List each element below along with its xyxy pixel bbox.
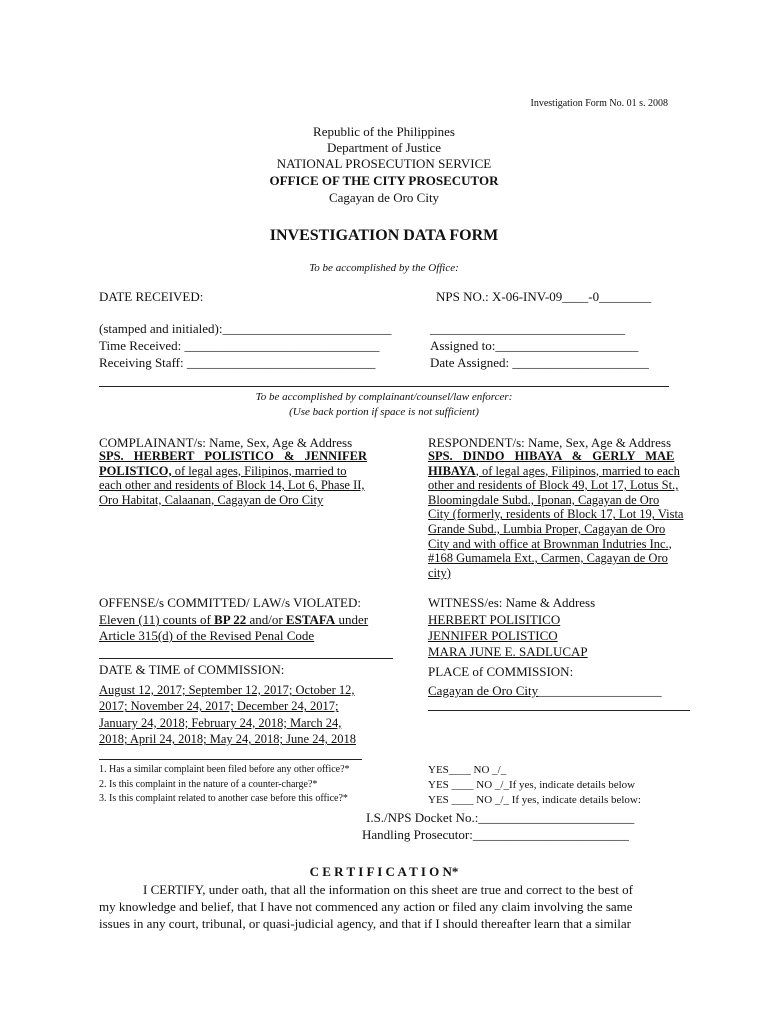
date-received-label: DATE RECEIVED: <box>99 289 204 304</box>
offense-fill-line <box>99 658 393 659</box>
complainant-address-line1: of legal ages, Filipinos, married to <box>171 463 347 478</box>
certification-line3: issues in any court, tribunal, or quasi-judicial agency, and that if I should thereafter learn that a similar <box>99 916 631 931</box>
respondent-address-line8: city) <box>428 565 451 580</box>
respondent-name-cont: HIBAYA <box>428 463 476 478</box>
offense-line2: Article 315(d) of the Revised Penal Code <box>99 628 315 643</box>
complainant-name-cont: POLISTICO, <box>99 463 172 478</box>
complainant-address-line3: Oro Habitat, Calaanan, Cagayan de Oro City <box>99 492 324 507</box>
question-3: 3. Is this complaint related to another case before this office?* <box>99 793 348 804</box>
blank-field[interactable]: ______________________________ <box>430 321 625 336</box>
respondent-name-line: SPS. DINDO HIBAYA & GERLY MAE <box>428 449 675 463</box>
office-note: To be accomplished by the Office: <box>309 262 459 274</box>
commission-place-heading: PLACE of COMMISSION: <box>428 664 574 679</box>
question-1: 1. Has a similar complaint been filed before any other office?* <box>99 764 350 775</box>
witness-1: HERBERT POLISITICO <box>428 612 561 627</box>
commission-date-line3: January 24, 2018; February 24, 2018; March 24, <box>99 715 342 730</box>
complainant-name-line: SPS. HERBERT POLISTICO & JENNIFER <box>99 449 368 463</box>
commission-dates <box>99 682 399 748</box>
respondent-address-line3: Bloomingdale Subd., Iponan, Cagayan de Oro <box>428 492 660 507</box>
witness-2: JENNIFER POLISTICO <box>428 628 558 643</box>
questions-separator <box>99 759 362 760</box>
date-assigned-field[interactable]: Date Assigned: _____________________ <box>430 355 649 370</box>
complainant-details <box>99 449 399 507</box>
answer-3[interactable]: YES ____ NO _/_ If yes, indicate details below: <box>428 794 641 806</box>
certification-title: C E R T I F I C A T I O N* <box>309 864 459 879</box>
complainant-note: To be accomplished by complainant/counsel/law enforcer: <box>255 391 513 403</box>
header-department: Department of Justice <box>326 140 442 155</box>
offense-text: under <box>335 612 369 627</box>
header-nps: NATIONAL PROSECUTION SERVICE <box>276 156 492 171</box>
respondent-address-line5: Grande Subd., Lumbia Proper, Cagayan de Oro <box>428 521 666 536</box>
offense-line1 <box>99 612 368 628</box>
commission-date-heading: DATE & TIME of COMMISSION: <box>99 662 285 677</box>
respondent-details <box>428 449 712 580</box>
offense-text: Eleven (11) counts of <box>99 612 215 627</box>
respondent-heading: RESPONDENT/s: Name, Sex, Age & Address <box>428 435 672 450</box>
form-title: INVESTIGATION DATA FORM <box>269 227 499 244</box>
header-republic: Republic of the Philippines <box>313 124 455 139</box>
offense-text: and/or <box>246 612 286 627</box>
handling-prosecutor-field[interactable]: Handling Prosecutor:________________________ <box>362 827 629 842</box>
witness-heading: WITNESS/es: Name & Address <box>428 595 596 610</box>
answer-1[interactable]: YES____ NO _/_ <box>428 764 507 776</box>
complainant-heading: COMPLAINANT/s: Name, Sex, Age & Address <box>99 435 353 450</box>
witness-3: MARA JUNE E. SADLUCAP <box>428 644 588 659</box>
time-received-field[interactable]: Time Received: ______________________________ <box>99 338 380 353</box>
respondent-address-line4: City (formerly, residents of Block 17, Lot 19, Vista <box>428 507 684 522</box>
commission-date-line1: August 12, 2017; September 12, 2017; October 12, <box>99 683 355 697</box>
commission-date-line2: 2017; November 24, 2017; December 24, 2017; <box>99 699 339 714</box>
complainant-address-line2: each other and residents of Block 14, Lot 6, Phase II, <box>99 478 365 493</box>
respondent-address-line6: City and with office at Brownman Indutries Inc., <box>428 536 672 551</box>
question-2: 2. Is this complaint in the nature of a counter-charge?* <box>99 779 318 790</box>
nps-number-field[interactable]: NPS NO.: X-06-INV-09____-0________ <box>436 289 652 304</box>
commission-place-field[interactable] <box>428 683 662 699</box>
stamped-initialed-field[interactable]: (stamped and initialed):__________________________ <box>99 321 392 336</box>
offense-bp22: BP 22 <box>214 612 247 627</box>
respondent-address-line1: , of legal ages, Filipinos, married to each <box>475 463 680 478</box>
certification-line2: my knowledge and belief, that I have not commenced any action or filed any claim involving the same <box>99 899 633 914</box>
respondent-address-line2: other and residents of Block 49, Lot 17, Lotus St., <box>428 478 679 493</box>
commission-date-line4: 2018; April 24, 2018; May 24, 2018; June 24, 2018 <box>99 732 356 747</box>
form-number: Investigation Form No. 01 s. 2008 <box>530 98 668 109</box>
commission-place: Cagayan de Oro City <box>428 683 539 698</box>
commission-place-fill: ___________________ <box>538 683 662 698</box>
back-portion-note: (Use back portion if space is not sufficient) <box>289 406 479 418</box>
respondent-address-line7: #168 Gumamela Ext., Carmen, Cagayan de Oro <box>428 551 668 566</box>
header-city: Cagayan de Oro City <box>328 190 440 205</box>
assigned-to-field[interactable]: Assigned to:______________________ <box>430 338 639 353</box>
docket-number-field[interactable]: I.S./NPS Docket No.:________________________ <box>366 810 635 825</box>
certification-body <box>99 881 669 932</box>
place-fill-line <box>428 710 690 711</box>
answer-2[interactable]: YES ____ NO _/_If yes, indicate details below <box>428 779 636 791</box>
header-office: OFFICE OF THE CITY PROSECUTOR <box>269 173 499 188</box>
offense-estafa: ESTAFA <box>285 612 336 627</box>
offense-heading: OFFENSE/s COMMITTED/ LAW/s VIOLATED: <box>99 595 361 610</box>
section-divider <box>99 386 669 387</box>
receiving-staff-field[interactable]: Receiving Staff: _____________________________ <box>99 355 376 370</box>
certification-line1: I CERTIFY, under oath, that all the information on this sheet are true and correct to the best of <box>143 882 633 897</box>
